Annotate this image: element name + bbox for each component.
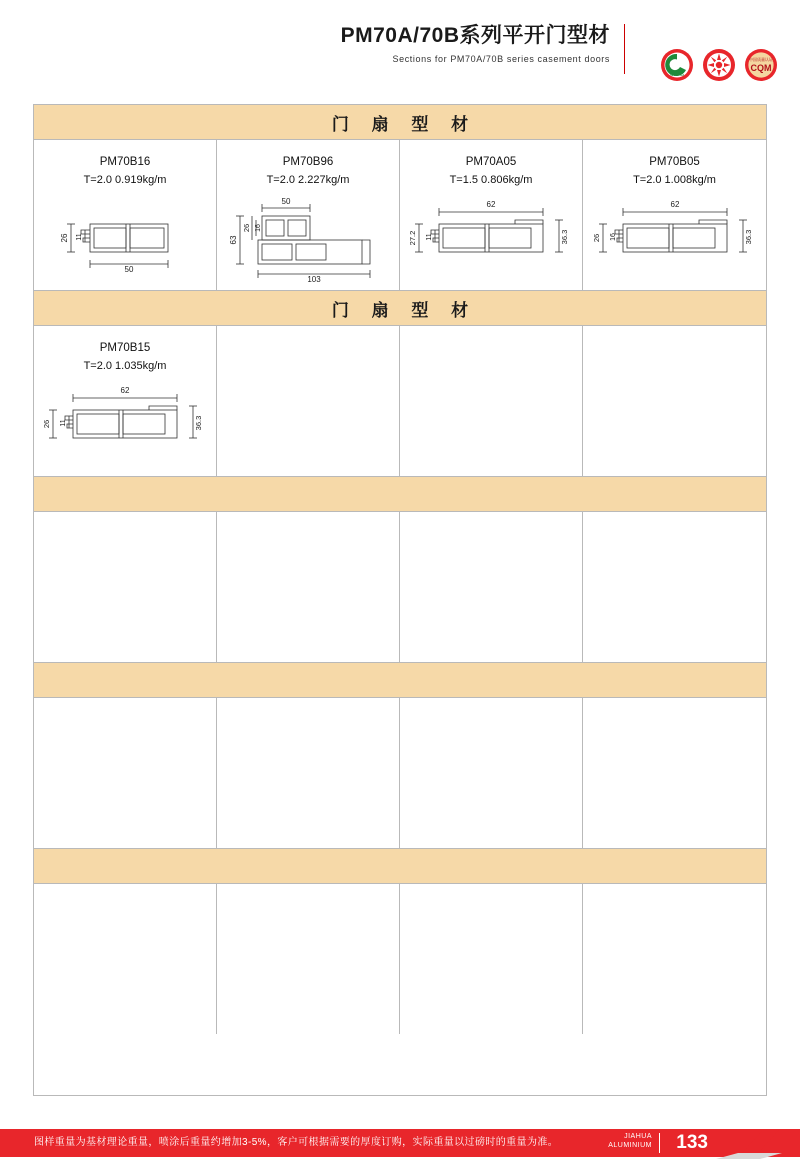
- profile-cell-empty[interactable]: [583, 512, 766, 662]
- profile-name: PM70B05: [649, 156, 700, 168]
- dim-height-1: 63: [229, 235, 238, 245]
- page-footer: [0, 1119, 800, 1167]
- profile-cell-pm70b16[interactable]: [34, 140, 217, 290]
- dim-height-1: 27.2: [408, 230, 417, 246]
- section-band-2: [34, 291, 766, 326]
- profile-cell-empty[interactable]: [34, 512, 217, 662]
- profile-cell-empty[interactable]: [217, 698, 400, 848]
- profile-caption: [34, 326, 216, 375]
- profile-spec: T=2.0 2.227kg/m: [266, 174, 350, 186]
- profiles-table: [33, 104, 767, 1096]
- dim-width: 62: [120, 386, 130, 395]
- profile-cell-empty[interactable]: [583, 884, 766, 1034]
- dim-height-2: 11: [426, 233, 433, 241]
- certification-logo: [702, 48, 736, 82]
- header-divider: [624, 24, 625, 74]
- profile-caption: [583, 140, 766, 189]
- brand-name-cn: JIAHUA: [624, 1133, 652, 1140]
- page-number: 133: [676, 1132, 708, 1153]
- certification-logos: [628, 48, 778, 82]
- svg-text:CQM: CQM: [750, 63, 772, 73]
- profile-drawing-pm70b15: [34, 380, 216, 472]
- section-band-3: [34, 477, 766, 512]
- table-row: [34, 326, 766, 477]
- profile-name: PM70B96: [282, 156, 334, 168]
- footer-note: 图样重量为基材理论重量，喷涂后重量约增加3-5%，客户可根据需要的厚度订购，实际重量以过磅时的重量为准。: [34, 1137, 559, 1148]
- brand-mark-icon: [712, 1123, 790, 1163]
- section-band-5: [34, 849, 766, 884]
- table-row: [34, 884, 766, 1034]
- footer-brand: [608, 1132, 652, 1150]
- profile-cell-empty[interactable]: [400, 512, 583, 662]
- table-row: [34, 140, 766, 291]
- dim-height-1: 26: [591, 233, 601, 243]
- dim-width: 62: [670, 200, 679, 209]
- profile-spec: T=1.5 0.806kg/m: [449, 174, 533, 186]
- page-title-cn: PM70A/70B系列平开门型材: [340, 24, 610, 47]
- profile-cell-empty[interactable]: [34, 884, 217, 1034]
- profile-cell-pm70b96[interactable]: [217, 140, 400, 290]
- profile-spec: T=2.0 1.008kg/m: [633, 174, 716, 186]
- dim-height-2: 11: [60, 419, 67, 427]
- section-band-1-label: 门 扇 型 材: [331, 114, 478, 134]
- profile-spec: T=2.0 1.035kg/m: [83, 360, 167, 372]
- svg-text:CNAS: CNAS: [670, 72, 684, 78]
- profile-caption: [400, 140, 582, 189]
- profile-cell-pm70b15[interactable]: [34, 326, 217, 476]
- profile-caption: [217, 140, 399, 189]
- profile-cell-empty[interactable]: [217, 512, 400, 662]
- profile-name: PM70B15: [99, 342, 151, 354]
- dim-height-1: 26: [60, 233, 69, 243]
- profile-name: PM70B16: [99, 156, 151, 168]
- profile-caption: [34, 140, 216, 189]
- profile-drawing-pm70b16: [34, 194, 216, 286]
- dim-width-bottom: 103: [307, 275, 321, 284]
- section-band-2-label: 门 扇 型 材: [331, 300, 478, 320]
- dim-width-top: 50: [281, 197, 291, 206]
- footer-brand-divider: [659, 1133, 660, 1153]
- profile-cell-empty[interactable]: [217, 884, 400, 1034]
- page-title-en: Sections for PM70A/70B series casement doors: [392, 54, 610, 64]
- dim-height-2: 26: [242, 223, 251, 233]
- dim-height-2: 11: [76, 233, 83, 241]
- dim-height-1: 26: [42, 419, 51, 429]
- profile-cell-empty[interactable]: [583, 698, 766, 848]
- profile-name: PM70A05: [465, 156, 517, 168]
- cnas-logo: [660, 48, 694, 82]
- footer-bar: [0, 1129, 800, 1157]
- dim-height-3: 36.3: [560, 229, 569, 245]
- table-row: [34, 698, 766, 849]
- table-row: [34, 512, 766, 663]
- profile-drawing-pm70b96: [217, 194, 399, 286]
- section-band-1: [34, 105, 766, 140]
- profile-spec: T=2.0 0.919kg/m: [83, 174, 167, 186]
- profile-drawing-pm70b05: [583, 194, 766, 286]
- cqm-logo: [744, 48, 778, 82]
- profile-cell-empty[interactable]: [400, 884, 583, 1034]
- dim-height-3: 16: [255, 224, 262, 232]
- section-band-4: [34, 663, 766, 698]
- header-title-block: [341, 22, 610, 66]
- profile-cell-empty[interactable]: [400, 698, 583, 848]
- dim-height-3: 36.3: [743, 229, 753, 245]
- brand-name-en: ALUMINIUM: [608, 1142, 652, 1149]
- svg-text:中国质量认证: 中国质量认证: [749, 57, 773, 62]
- page-header: [0, 22, 800, 84]
- profile-cell-empty[interactable]: [217, 326, 400, 476]
- dim-height-3: 36.3: [194, 415, 203, 431]
- dim-width: 62: [486, 200, 496, 209]
- profile-cell-empty[interactable]: [34, 698, 217, 848]
- profile-cell-empty[interactable]: [400, 326, 583, 476]
- dim-height-2: 16: [609, 233, 617, 241]
- profile-cell-pm70a05[interactable]: [400, 140, 583, 290]
- dim-width: 50: [124, 265, 134, 274]
- profile-cell-empty[interactable]: [583, 326, 766, 476]
- profile-drawing-pm70a05: [400, 194, 582, 286]
- profile-cell-pm70b05[interactable]: [583, 140, 766, 290]
